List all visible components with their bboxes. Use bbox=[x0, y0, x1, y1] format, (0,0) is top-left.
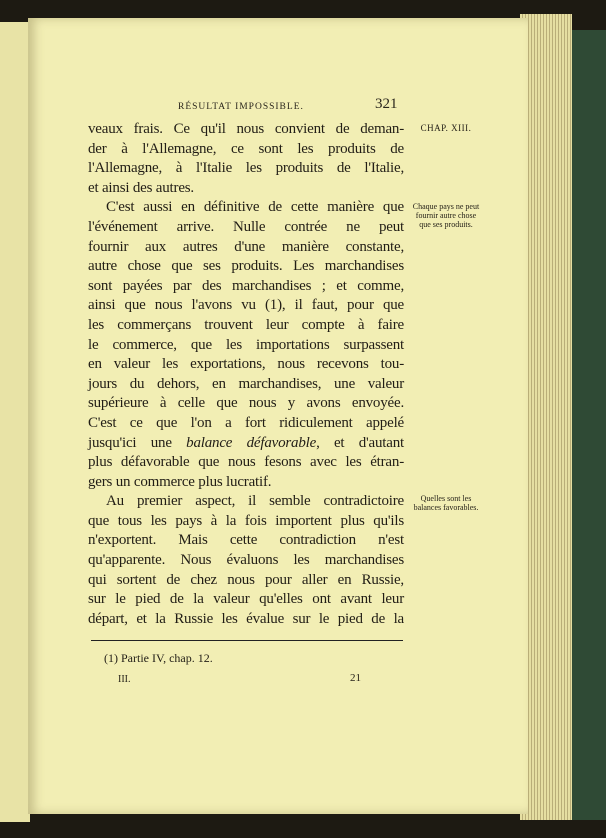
body-text bbox=[88, 120, 404, 629]
text-line bbox=[88, 590, 404, 610]
text-line bbox=[88, 512, 404, 532]
line-text: jours du dehors, en marchandises, une valeur bbox=[88, 375, 404, 392]
text-line bbox=[88, 140, 404, 160]
margin-chapter: CHAP. XIII. bbox=[420, 123, 472, 133]
text-line bbox=[88, 218, 404, 238]
line-text: gers un commerce plus lucratif. bbox=[88, 473, 272, 490]
line-text: n'exportent. Mais cette contradiction n'est bbox=[88, 532, 404, 549]
text-line bbox=[88, 355, 404, 375]
text-line bbox=[88, 336, 404, 356]
line-text: l'événement arrive. Nulle contrée ne peut bbox=[88, 218, 404, 235]
sheet-signature: 21 bbox=[350, 672, 361, 684]
text-line bbox=[88, 238, 404, 258]
text-line bbox=[88, 159, 404, 179]
line-text: départ, et la Russie les évalue sur le pied de la bbox=[88, 610, 404, 627]
text-line bbox=[88, 434, 404, 454]
line-text: veaux frais. Ce qu'il nous convient de deman- bbox=[88, 121, 404, 137]
line-text: C'est aussi en définitive de cette manière que bbox=[106, 199, 404, 216]
text-line bbox=[88, 198, 404, 218]
line-text: et ainsi des autres. bbox=[88, 179, 194, 196]
margin-note-2: Quelles sont les balances favorables. bbox=[413, 494, 479, 512]
volume-signature: III. bbox=[118, 674, 131, 685]
line-text: supérieure à celle que nous y avons envoyée. bbox=[88, 395, 404, 412]
text-line bbox=[88, 179, 404, 199]
running-title: RÉSULTAT IMPOSSIBLE. bbox=[178, 102, 304, 112]
line-text: les commerçans trouvent leur compte à faire bbox=[88, 316, 404, 333]
text-line bbox=[88, 453, 404, 473]
line-text: sur le pied de la valeur qu'elles ont avant leur bbox=[88, 591, 404, 608]
text-line bbox=[88, 257, 404, 277]
text-line bbox=[88, 414, 404, 434]
line-text: der à l'Allemagne, ce sont les produits de bbox=[88, 140, 404, 157]
text-line bbox=[88, 316, 404, 336]
text-line bbox=[88, 551, 404, 571]
line-text: plus défavorable que nous fesons avec les étran- bbox=[88, 454, 404, 471]
text-line bbox=[88, 531, 404, 551]
text-line bbox=[88, 473, 404, 493]
line-text: que tous les pays à la fois importent plus qu'ils bbox=[88, 512, 404, 529]
line-text: , et d'autant bbox=[316, 434, 404, 451]
margin-note-1: Chaque pays ne peut fournir autre chose que ses produits. bbox=[412, 202, 480, 229]
line-text: autre chose que ses produits. Les marchandises bbox=[88, 258, 404, 275]
text-line bbox=[88, 375, 404, 395]
facing-page-edge bbox=[0, 22, 30, 822]
line-text: en valeur les exportations, nous recevons tou- bbox=[88, 356, 404, 373]
line-text: jusqu'ici une bbox=[88, 434, 187, 451]
line-text: le commerce, que les importations surpassent bbox=[88, 336, 404, 353]
text-line bbox=[88, 571, 404, 591]
line-text: Au premier aspect, il semble contradictoire bbox=[106, 493, 404, 510]
line-text: qu'apparente. Nous évaluons les marchandises bbox=[88, 552, 404, 569]
line-text: l'Allemagne, à l'Italie les produits de l'Italie, bbox=[88, 160, 404, 177]
text-line bbox=[88, 277, 404, 297]
text-line bbox=[88, 610, 404, 630]
text-line bbox=[88, 296, 404, 316]
text-line bbox=[88, 394, 404, 414]
line-text: fournir aux autres d'une manière constante, bbox=[88, 238, 404, 255]
text-line bbox=[88, 492, 404, 512]
italic-text: balance défavorable bbox=[186, 434, 317, 451]
text-line bbox=[88, 120, 404, 140]
footnote-rule bbox=[91, 640, 403, 641]
page-number: 321 bbox=[375, 96, 398, 112]
footnote: (1) Partie IV, chap. 12. bbox=[104, 651, 213, 665]
line-text: sont payées par des marchandises ; et comme, bbox=[88, 277, 404, 294]
line-text: C'est ce que l'on a fort ridiculement appelé bbox=[88, 414, 404, 431]
line-text: qui sortent de chez nous pour aller en Russie, bbox=[88, 571, 404, 588]
line-text: ainsi que nous l'avons vu (1), il faut, pour que bbox=[88, 297, 404, 314]
